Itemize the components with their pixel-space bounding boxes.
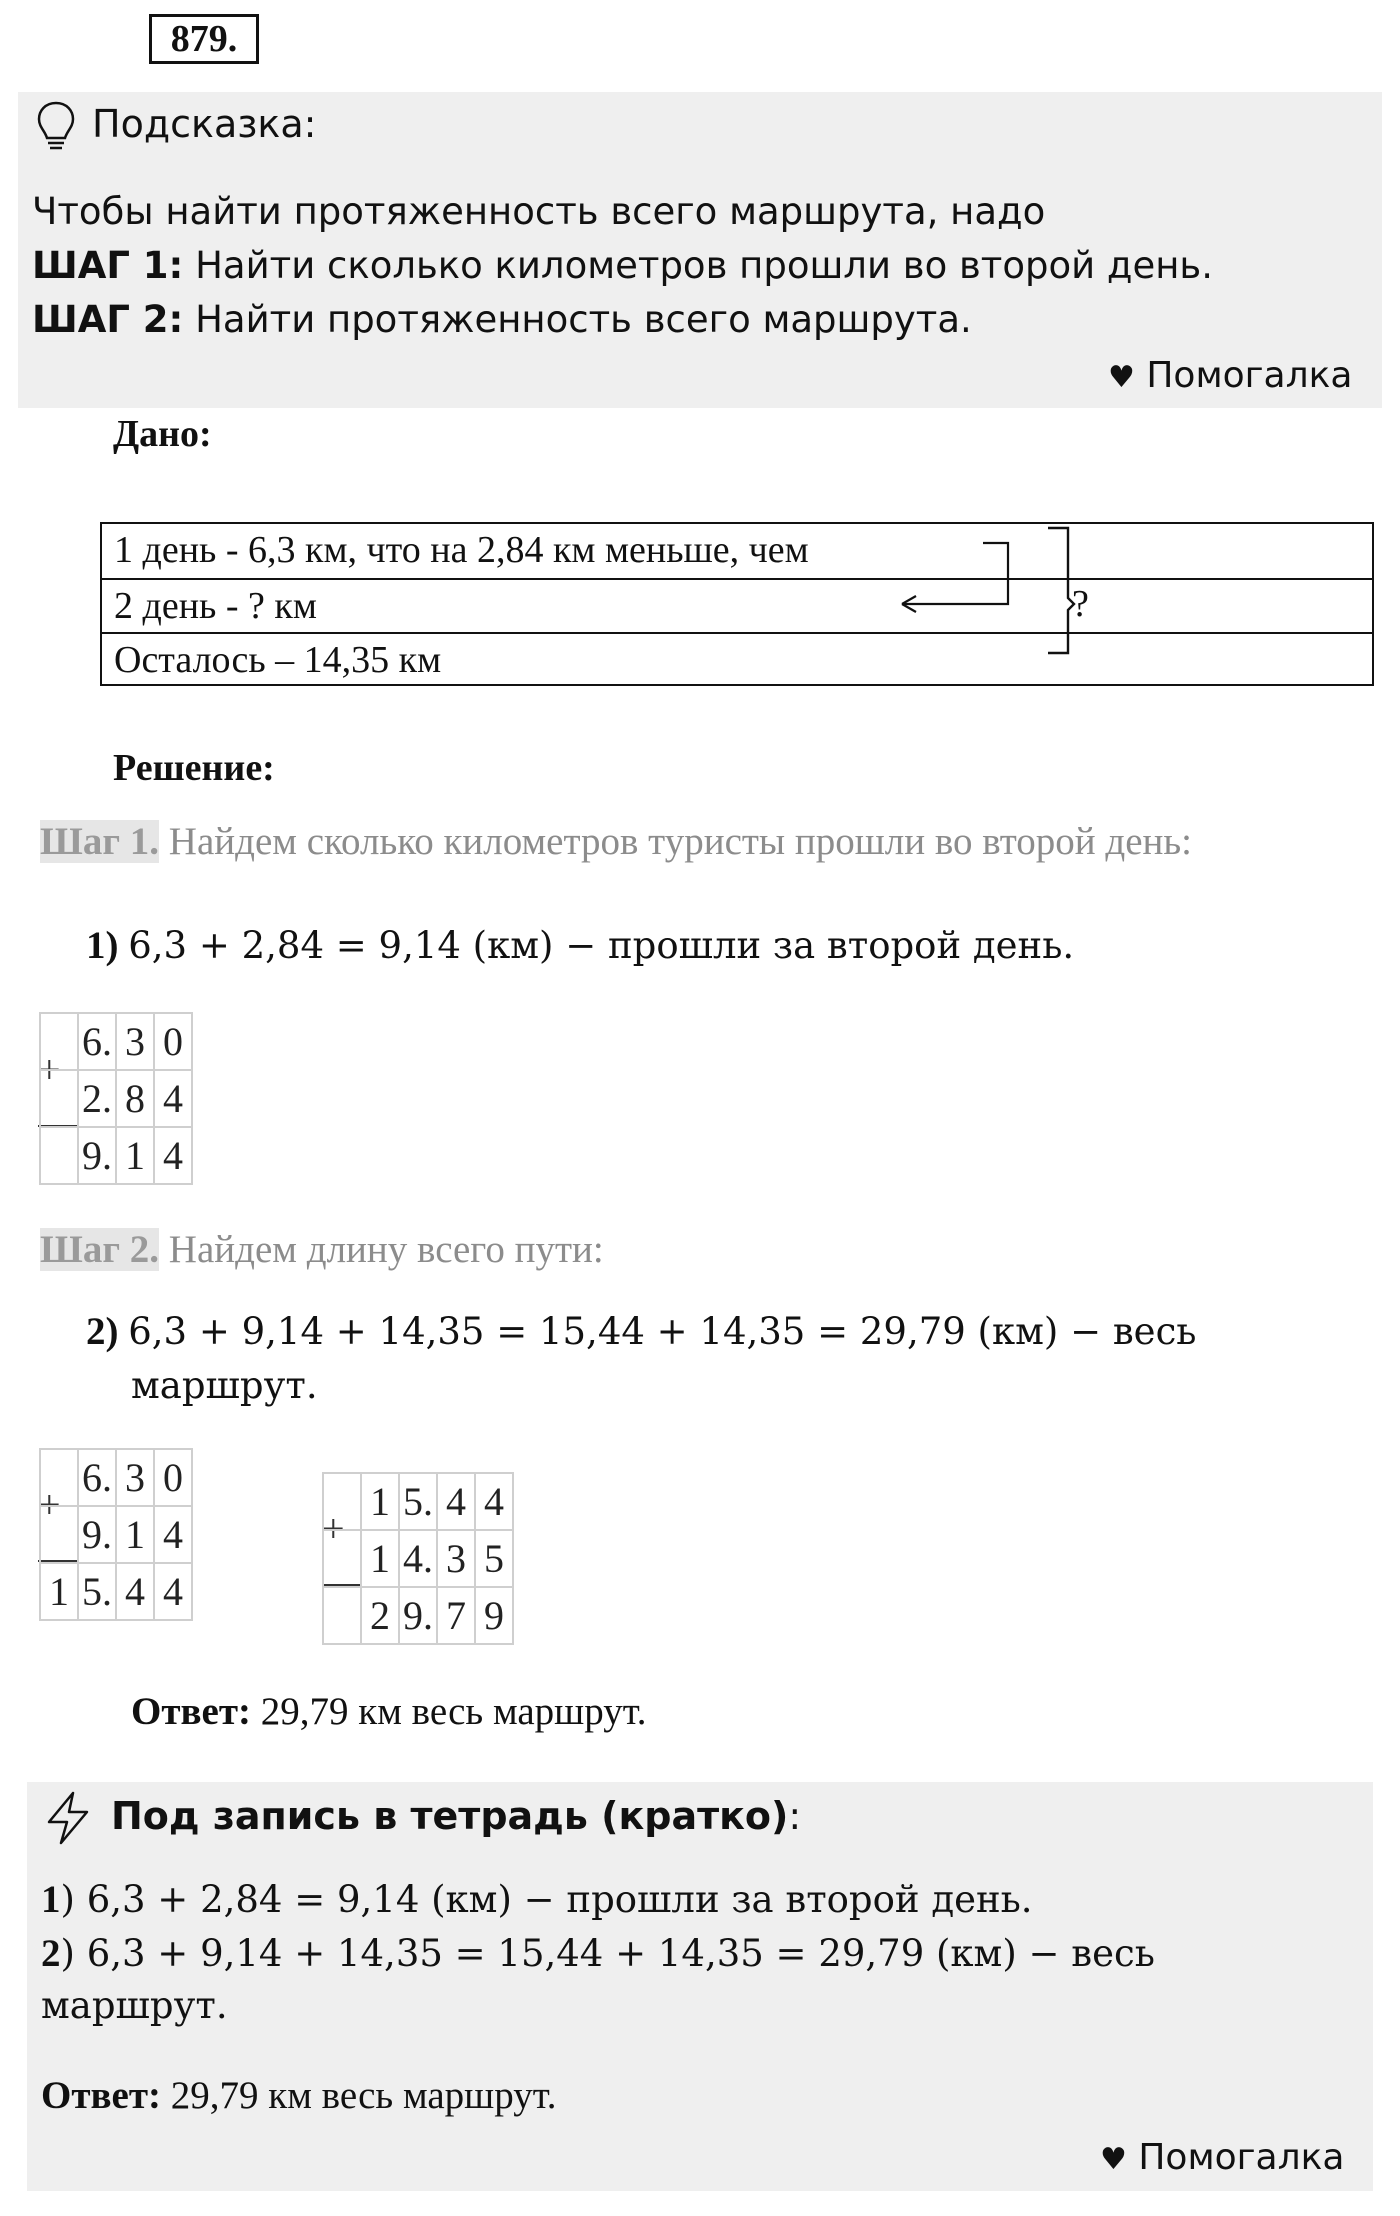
notebook-line-3: маршрут. — [41, 1984, 228, 2027]
column2b-cell: 4. — [400, 1531, 438, 1588]
column2a-cell: 3 — [117, 1450, 155, 1507]
column2a-cell: 1 — [41, 1564, 79, 1621]
hint-intro: Чтобы найти протяженность всего маршрута, надо — [32, 190, 1046, 233]
column2b-cell — [324, 1531, 362, 1588]
column2b-grid — [322, 1472, 514, 1645]
column1-cell — [41, 1128, 79, 1185]
column2b-cell — [324, 1588, 362, 1645]
notebook-title-text: Под запись в тетрадь (кратко) — [111, 1794, 789, 1838]
hint-step-1-label: ШАГ 1: — [32, 244, 184, 287]
step1-label: Шаг 1. — [40, 820, 160, 863]
brace-question-mark: ? — [1072, 583, 1089, 625]
notebook-answer-label: Ответ: — [41, 2074, 162, 2117]
column1-cell: 6. — [79, 1014, 117, 1071]
given-row-day1: 1 день - 6,3 км, что на 2,84 км меньше, чем — [114, 529, 809, 571]
column2a-cell: 0 — [155, 1450, 193, 1507]
column1-cell: 4 — [155, 1071, 193, 1128]
hint-step-1 — [32, 244, 1213, 288]
hint-credit — [1108, 356, 1352, 398]
column2a-grid — [39, 1448, 193, 1621]
column2b-cell: 9. — [400, 1588, 438, 1645]
column2b-cell — [324, 1474, 362, 1531]
heart-icon: ♥ — [1108, 360, 1135, 395]
hint-panel — [18, 92, 1382, 408]
column2a-cell: 5. — [79, 1564, 117, 1621]
given-row-remaining: Осталось – 14,35 км — [102, 632, 1372, 686]
step2-label: Шаг 2. — [40, 1228, 160, 1271]
notebook-credit-label: Помогалка — [1138, 2137, 1345, 2178]
given-heading: Дано: — [113, 413, 212, 455]
solution-answer-label: Ответ: — [131, 1690, 252, 1733]
column2b-cell: 5 — [476, 1531, 514, 1588]
column1-cell: 8 — [117, 1071, 155, 1128]
step2-eq-text: 6,3 + 9,14 + 14,35 = 15,44 + 14,35 = 29,79 (км) − весь — [128, 1310, 1197, 1353]
step2-text: Найдем длину всего пути: — [159, 1228, 604, 1271]
column1-cell: 4 — [155, 1128, 193, 1185]
column2b-cell: 2 — [362, 1588, 400, 1645]
step2-equation-line2: маршрут. — [131, 1364, 318, 1407]
column1-cell — [41, 1071, 79, 1128]
column2b-cell: 9 — [476, 1588, 514, 1645]
column2a-cell: 6. — [79, 1450, 117, 1507]
notebook-line-1-text: ) 6,3 + 2,84 = 9,14 (км) − прошли за второй день. — [60, 1878, 1033, 1921]
column2b-cell: 5. — [400, 1474, 438, 1531]
column1-cell: 2. — [79, 1071, 117, 1128]
problem-number: 879. — [149, 14, 259, 64]
notebook-credit — [1100, 2138, 1344, 2180]
column2b-cell: 4 — [438, 1474, 476, 1531]
column2a-cell — [41, 1450, 79, 1507]
step1-text: Найдем сколько километров туристы прошли во второй день: — [159, 820, 1192, 863]
notebook-title-colon: : — [788, 1794, 802, 1838]
column2b-cell: 4 — [476, 1474, 514, 1531]
column1-cell: 3 — [117, 1014, 155, 1071]
column2a-cell: 1 — [117, 1507, 155, 1564]
hint-step-1-text: Найти сколько километров прошли во второй день. — [183, 244, 1214, 287]
heart-icon: ♥ — [1100, 2142, 1127, 2177]
column1-cell — [41, 1014, 79, 1071]
given-row-day2: 2 день - ? км — [102, 578, 1372, 632]
column1-plus-sign: + — [38, 1047, 61, 1092]
column1-grid — [39, 1012, 193, 1185]
column2b-cell: 3 — [438, 1531, 476, 1588]
step1-equation — [86, 922, 1074, 970]
notebook-line-2-number: 2 — [41, 1932, 61, 1975]
column2a-cell: 4 — [155, 1564, 193, 1621]
column2a-plus-sign: + — [38, 1482, 61, 1527]
solution-answer-text: 29,79 км весь маршрут. — [251, 1690, 647, 1733]
notebook-line-1-number: 1 — [41, 1878, 61, 1921]
step1-eq-number: 1) — [86, 924, 119, 967]
notebook-line-2 — [41, 1930, 1155, 1978]
solution-heading: Решение: — [113, 747, 275, 789]
column2a-cell: 4 — [117, 1564, 155, 1621]
notebook-line-2-text: ) 6,3 + 9,14 + 14,35 = 15,44 + 14,35 = 29,79 (км) − весь — [60, 1932, 1155, 1975]
column2b-cell: 1 — [362, 1474, 400, 1531]
column2a-cell — [41, 1507, 79, 1564]
notebook-line-1 — [41, 1876, 1033, 1924]
notebook-answer — [41, 2072, 557, 2120]
notebook-answer-text: 29,79 км весь маршрут. — [161, 2074, 557, 2117]
step1-eq-text: 6,3 + 2,84 = 9,14 (км) − прошли за второй день. — [128, 924, 1075, 967]
hint-title: Подсказка: — [92, 102, 317, 146]
solution-answer — [131, 1688, 647, 1736]
column2a-cell: 9. — [79, 1507, 117, 1564]
hint-credit-label: Помогалка — [1146, 355, 1353, 396]
step2-description — [40, 1226, 604, 1274]
given-table — [100, 522, 1374, 686]
notebook-panel — [27, 1782, 1373, 2191]
notebook-title — [111, 1794, 801, 1838]
step1-description — [40, 818, 1330, 866]
column1-cell: 9. — [79, 1128, 117, 1185]
column1-cell: 0 — [155, 1014, 193, 1071]
column2b-plus-sign: + — [322, 1506, 345, 1551]
step2-equation-line1 — [86, 1308, 1196, 1356]
hint-step-2 — [32, 298, 972, 342]
hint-step-2-label: ШАГ 2: — [32, 298, 184, 341]
step2-eq-number: 2) — [86, 1310, 119, 1353]
column2b-cell: 7 — [438, 1588, 476, 1645]
lightbulb-icon — [36, 100, 76, 154]
hint-step-2-text: Найти протяженность всего маршрута. — [183, 298, 972, 341]
column2b-cell: 1 — [362, 1531, 400, 1588]
column1-cell: 1 — [117, 1128, 155, 1185]
column2a-cell: 4 — [155, 1507, 193, 1564]
lightning-icon — [43, 1790, 93, 1846]
